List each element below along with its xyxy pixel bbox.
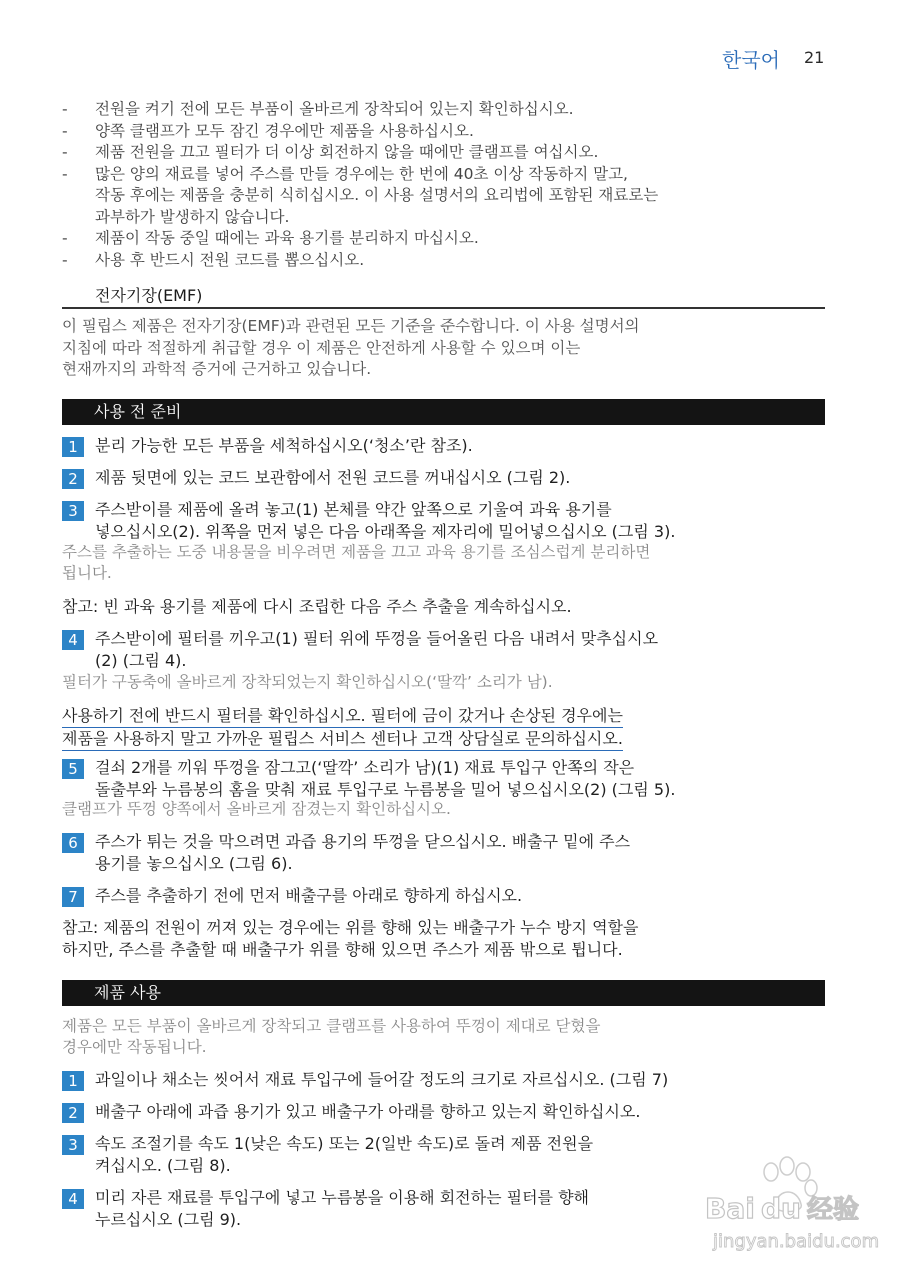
use-intro: 제품은 모든 부품이 올바르게 장착되고 클램프를 사용하여 뚜껑이 제대로 닫혔을 경우에만 작동됩니다. [62, 1017, 601, 1056]
step-3-note: 주스를 추출하는 도중 내용물을 비우려면 제품을 끄고 과육 용기를 조심스럽게 분리하면 됩니다. [62, 543, 651, 582]
prep-step-1: 1 분리 가능한 모든 부품을 세척하십시오(‘청소’란 참조). [62, 435, 830, 457]
step-number: 1 [62, 1071, 84, 1091]
step-number: 2 [62, 469, 84, 489]
list-item: - 전원을 켜기 전에 모든 부품이 올바르게 장착되어 있는지 확인하십시오. [62, 100, 574, 118]
section-heading-prep: 사용 전 준비 [62, 399, 825, 425]
list-item: - 제품 전원을 끄고 필터가 더 이상 회전하지 않을 때에만 클램프를 여십시오. [62, 143, 599, 161]
baidu-watermark-logo [705, 1152, 890, 1257]
step-number: 5 [62, 759, 84, 779]
page-number: 21 [804, 48, 825, 67]
step-number: 7 [62, 887, 84, 907]
step-5-note: 클램프가 뚜껑 양쪽에서 올바르게 잠겼는지 확인하십시오. [62, 800, 451, 818]
use-step-2: 2 배출구 아래에 과즙 용기가 있고 배출구가 아래를 향하고 있는지 확인하십시오. [62, 1101, 830, 1123]
prep-step-3: 3 주스받이를 제품에 올려 놓고(1) 본체를 약간 앞쪽으로 기울여 과육 용기를 넣으십시오(2). 위쪽을 먼저 넣은 다음 아래쪽을 제자리에 밀어넣으십시오 (그림 3). [62, 499, 830, 543]
emf-paragraph: 이 필립스 제품은 전자기장(EMF)과 관련된 모든 기준을 준수합니다. 이 사용 설명서의 지침에 따라 적절하게 취급할 경우 이 제품은 안전하게 사용할 수 있으며 이는 현재까지의 과학적 증거에 근거하고 있습니다. [62, 317, 640, 378]
step-number: 6 [62, 833, 84, 853]
prep-step-7: 7 주스를 추출하기 전에 먼저 배출구를 아래로 향하게 하십시오. [62, 885, 830, 907]
language-label: 한국어 [722, 48, 780, 72]
list-item: - 양쪽 클램프가 모두 잠긴 경우에만 제품을 사용하십시오. [62, 121, 474, 140]
step-7-tip: 참고: 제품의 전원이 꺼져 있는 경우에는 위를 향해 있는 배출구가 누수 방지 역할을 하지만, 주스를 추출할 때 배출구가 위를 향해 있으면 주스가 제품 밖으로 튑니다. [62, 918, 639, 959]
list-item-continuation: 과부하가 발생하지 않습니다. [95, 207, 290, 226]
list-item: - 사용 후 반드시 전원 코드를 뽑으십시오. [62, 250, 365, 269]
svg-text:jingyan.baidu.com: jingyan.baidu.com [713, 1231, 880, 1252]
emf-heading: 전자기장(EMF) [95, 286, 203, 305]
step-3-tip: 참고: 빈 과육 용기를 제품에 다시 조립한 다음 주스 추출을 계속하십시오. [62, 597, 572, 616]
prep-step-6: 6 주스가 튀는 것을 막으려면 과즙 용기의 뚜껑을 닫으십시오. 배출구 밑에 주스 용기를 놓으십시오 (그림 6). [62, 831, 830, 875]
filter-warning: 사용하기 전에 반드시 필터를 확인하십시오. 필터에 금이 갔거나 손상된 경우에는 제품을 사용하지 말고 가까운 필립스 서비스 센터나 고객 상담실로 문의하십시오. [62, 705, 830, 751]
svg-text:du: du [761, 1192, 801, 1225]
use-step-1: 1 과일이나 채소는 씻어서 재료 투입구에 들어갈 정도의 크기로 자르십시오. (그림 7) [62, 1069, 830, 1091]
prep-step-2: 2 제품 뒷면에 있는 코드 보관함에서 전원 코드를 꺼내십시오 (그림 2). [62, 467, 830, 489]
step-number: 3 [62, 501, 84, 521]
step-number: 4 [62, 630, 84, 650]
svg-text:Bai: Bai [705, 1192, 755, 1225]
svg-text:经验: 经验 [807, 1195, 860, 1225]
step-4-note: 필터가 구동축에 올바르게 장착되었는지 확인하십시오(‘딸깍’ 소리가 남). [62, 673, 553, 691]
prep-step-4: 4 주스받이에 필터를 끼우고(1) 필터 위에 뚜껑을 들어올린 다음 내려서 맞추십시오 (2) (그림 4). [62, 628, 830, 672]
divider [62, 307, 825, 309]
prep-step-5: 5 걸쇠 2개를 끼워 뚜껑을 잠그고(‘딸깍’ 소리가 남)(1) 재료 투입구 안쪽의 작은 돌출부와 누름봉의 홈을 맞춰 재료 투입구로 누름봉을 밀어 넣으십시오(2) (그림 5). [62, 757, 830, 801]
section-heading-use: 제품 사용 [62, 980, 825, 1006]
step-number: 2 [62, 1103, 84, 1123]
safety-bullet-list [62, 99, 832, 271]
step-number: 1 [62, 437, 84, 457]
list-item: - 많은 양의 재료를 넣어 주스를 만들 경우에는 한 번에 40초 이상 작동하지 말고, [62, 164, 628, 183]
list-item: - 제품이 작동 중일 때에는 과육 용기를 분리하지 마십시오. [62, 229, 479, 247]
list-item-continuation: 작동 후에는 제품을 충분히 식히십시오. 이 사용 설명서의 요리법에 포함된 재료로는 [95, 186, 659, 204]
step-number: 3 [62, 1135, 84, 1155]
step-number: 4 [62, 1189, 84, 1209]
use-step-3: 3 속도 조절기를 속도 1(낮은 속도) 또는 2(일반 속도)로 돌려 제품 전원을 켜십시오. (그림 8). [62, 1133, 830, 1177]
use-step-4: 4 미리 자른 재료를 투입구에 넣고 누름봉을 이용해 회전하는 필터를 향해 누르십시오 (그림 9). [62, 1187, 830, 1231]
